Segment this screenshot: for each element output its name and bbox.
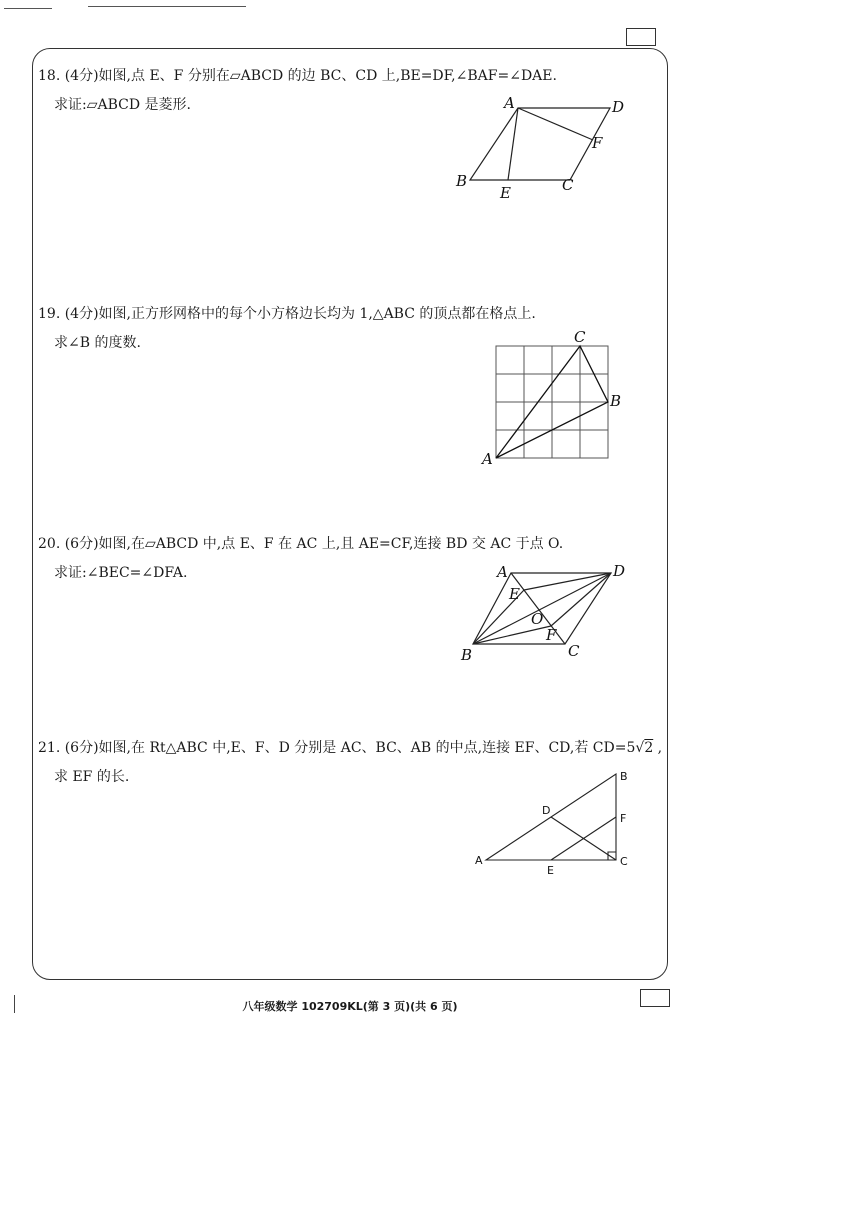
label-b: B [620,770,628,783]
label-d: D [613,562,626,580]
problem-18-question: 求证:▱ABCD 是菱形. [54,96,191,113]
label-a: A [475,854,483,867]
problem-21-question: 求 EF 的长. [54,768,130,785]
label-c: C [562,176,574,194]
label-c: C [574,328,586,346]
label-b: B [456,172,468,190]
diagonal-bd [473,573,611,644]
figure-20 [455,560,645,665]
label-d: D [542,804,551,817]
segment-af [518,108,593,140]
problem-21-statement: 21. (6分)如图,在 Rt△ABC 中,E、F、D 分别是 AC、BC、AB 的中点,连接 EF、CD,若 CD=5√2 , [38,740,663,756]
problem-19 [38,306,536,364]
label-f: F [546,626,557,644]
label-e: E [547,864,554,877]
figure-21 [470,766,640,881]
page-footer: 八年级数学 102709KL(第 3 页)(共 6 页) [242,1000,458,1013]
problem-20-statement: 20. (6分)如图,在▱ABCD 中,点 E、F 在 AC 上,且 AE=CF,连接 BD 交 AC 于点 O. [38,536,564,552]
label-f: F [620,812,627,825]
label-a: A [482,450,493,468]
segment-ae [508,108,518,180]
label-a: A [504,94,515,112]
figure-18 [450,92,640,202]
label-c: C [568,642,580,660]
label-o: O [531,610,544,628]
sqrt-radicand: 2 [644,740,654,756]
problem-19-statement: 19. (4分)如图,正方形网格中的每个小方格边长均为 1,△ABC 的顶点都在格点上. [38,306,536,322]
figure-19 [476,326,636,466]
label-c: C [620,855,628,868]
label-f: F [592,134,603,152]
parallelogram-abcd [470,108,610,180]
segment-bf [473,626,551,644]
problem-20-question: 求证:∠BEC=∠DFA. [54,564,188,581]
label-e: E [500,184,511,202]
problem-18-statement: 18. (4分)如图,点 E、F 分别在▱ABCD 的边 BC、CD 上,BE=DF,∠BAF=∠DAE. [38,68,557,84]
scan-line [88,6,246,7]
label-d: D [612,98,625,116]
label-b: B [461,646,473,664]
label-a: A [497,563,508,581]
segment-de [524,573,611,590]
problem-19-question: 求∠B 的度数. [54,334,141,351]
label-b: B [610,392,622,410]
scan-line [4,8,52,9]
corner-box-top [626,28,656,46]
square-grid [496,346,608,458]
label-e: E [509,585,520,603]
